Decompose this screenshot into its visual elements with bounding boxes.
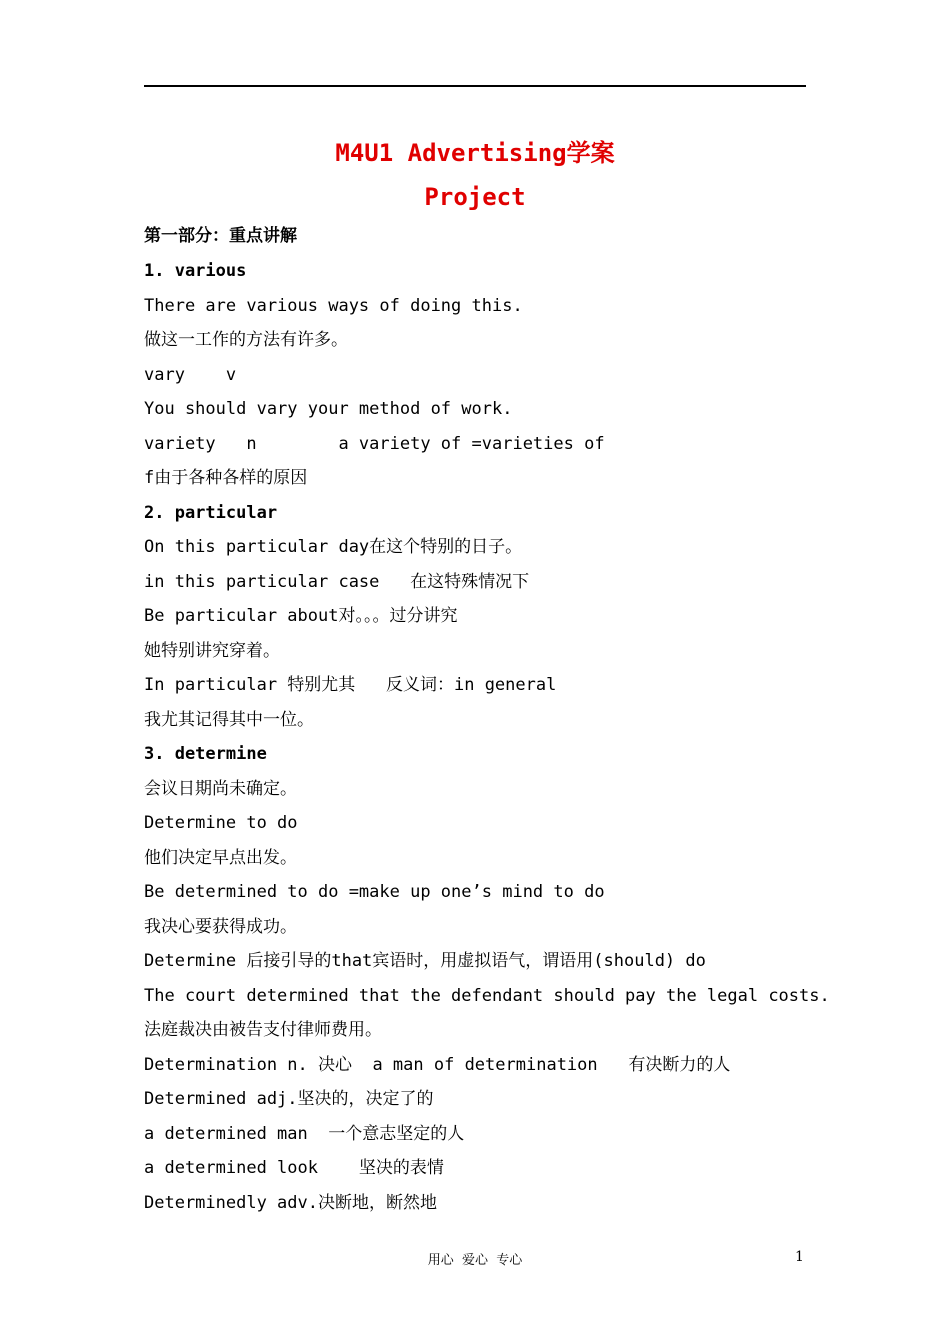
text-line: Be determined to do =make up one’s mind to do (144, 882, 605, 902)
text-line: 做这一工作的方法有许多。 (144, 330, 348, 350)
text-line: 法庭裁决由被告支付律师费用。 (144, 1020, 382, 1040)
text-line: 会议日期尚未确定。 (144, 779, 297, 799)
page-number: 1 (795, 1249, 804, 1265)
page-title: M4U1 Advertising学案 (335, 139, 615, 167)
text-line: in this particular case 在这特殊情况下 (144, 572, 530, 592)
text-line: There are various ways of doing this. (144, 296, 523, 316)
section-heading: 第一部分：重点讲解 (144, 226, 297, 246)
text-line: variety n a variety of =varieties of (144, 434, 605, 454)
text-line: 她特别讲究穿着。 (144, 641, 280, 661)
text-line: The court determined that the defendant should pay the legal costs. (144, 986, 830, 1006)
text-line: You should vary your method of work. (144, 399, 513, 419)
text-line: On this particular day在这个特别的日子。 (144, 537, 523, 557)
text-line: a determined man 一个意志坚定的人 (144, 1124, 465, 1144)
item-heading: 2. particular (144, 503, 278, 523)
page-subtitle: Project (424, 183, 526, 211)
text-line: Determination n. 决心 a man of determination 有决断力的人 (144, 1055, 731, 1075)
text-line: f由于各种各样的原因 (144, 468, 308, 488)
item-heading: 3. determine (144, 744, 267, 764)
header-rule (144, 85, 806, 87)
text-line: Be particular about对。。。过分讲究 (144, 606, 458, 626)
text-line: 我尤其记得其中一位。 (144, 710, 314, 730)
text-line: Determined adj.坚决的，决定了的 (144, 1089, 434, 1109)
text-line: Determine 后接引导的that宾语时，用虚拟语气，谓语用(should) do (144, 951, 706, 971)
text-line: Determinedly adv.决断地，断然地 (144, 1193, 437, 1213)
text-line: Determine to do (144, 813, 298, 833)
text-line: 我决心要获得成功。 (144, 917, 297, 937)
text-line: vary v (144, 365, 237, 385)
footer-text: 用心 爱心 专心 (427, 1253, 523, 1268)
item-heading: 1. various (144, 261, 247, 281)
text-line: a determined look 坚决的表情 (144, 1158, 444, 1178)
text-line: In particular 特别尤其 反义词：in general (144, 675, 557, 695)
text-line: 他们决定早点出发。 (144, 848, 297, 868)
